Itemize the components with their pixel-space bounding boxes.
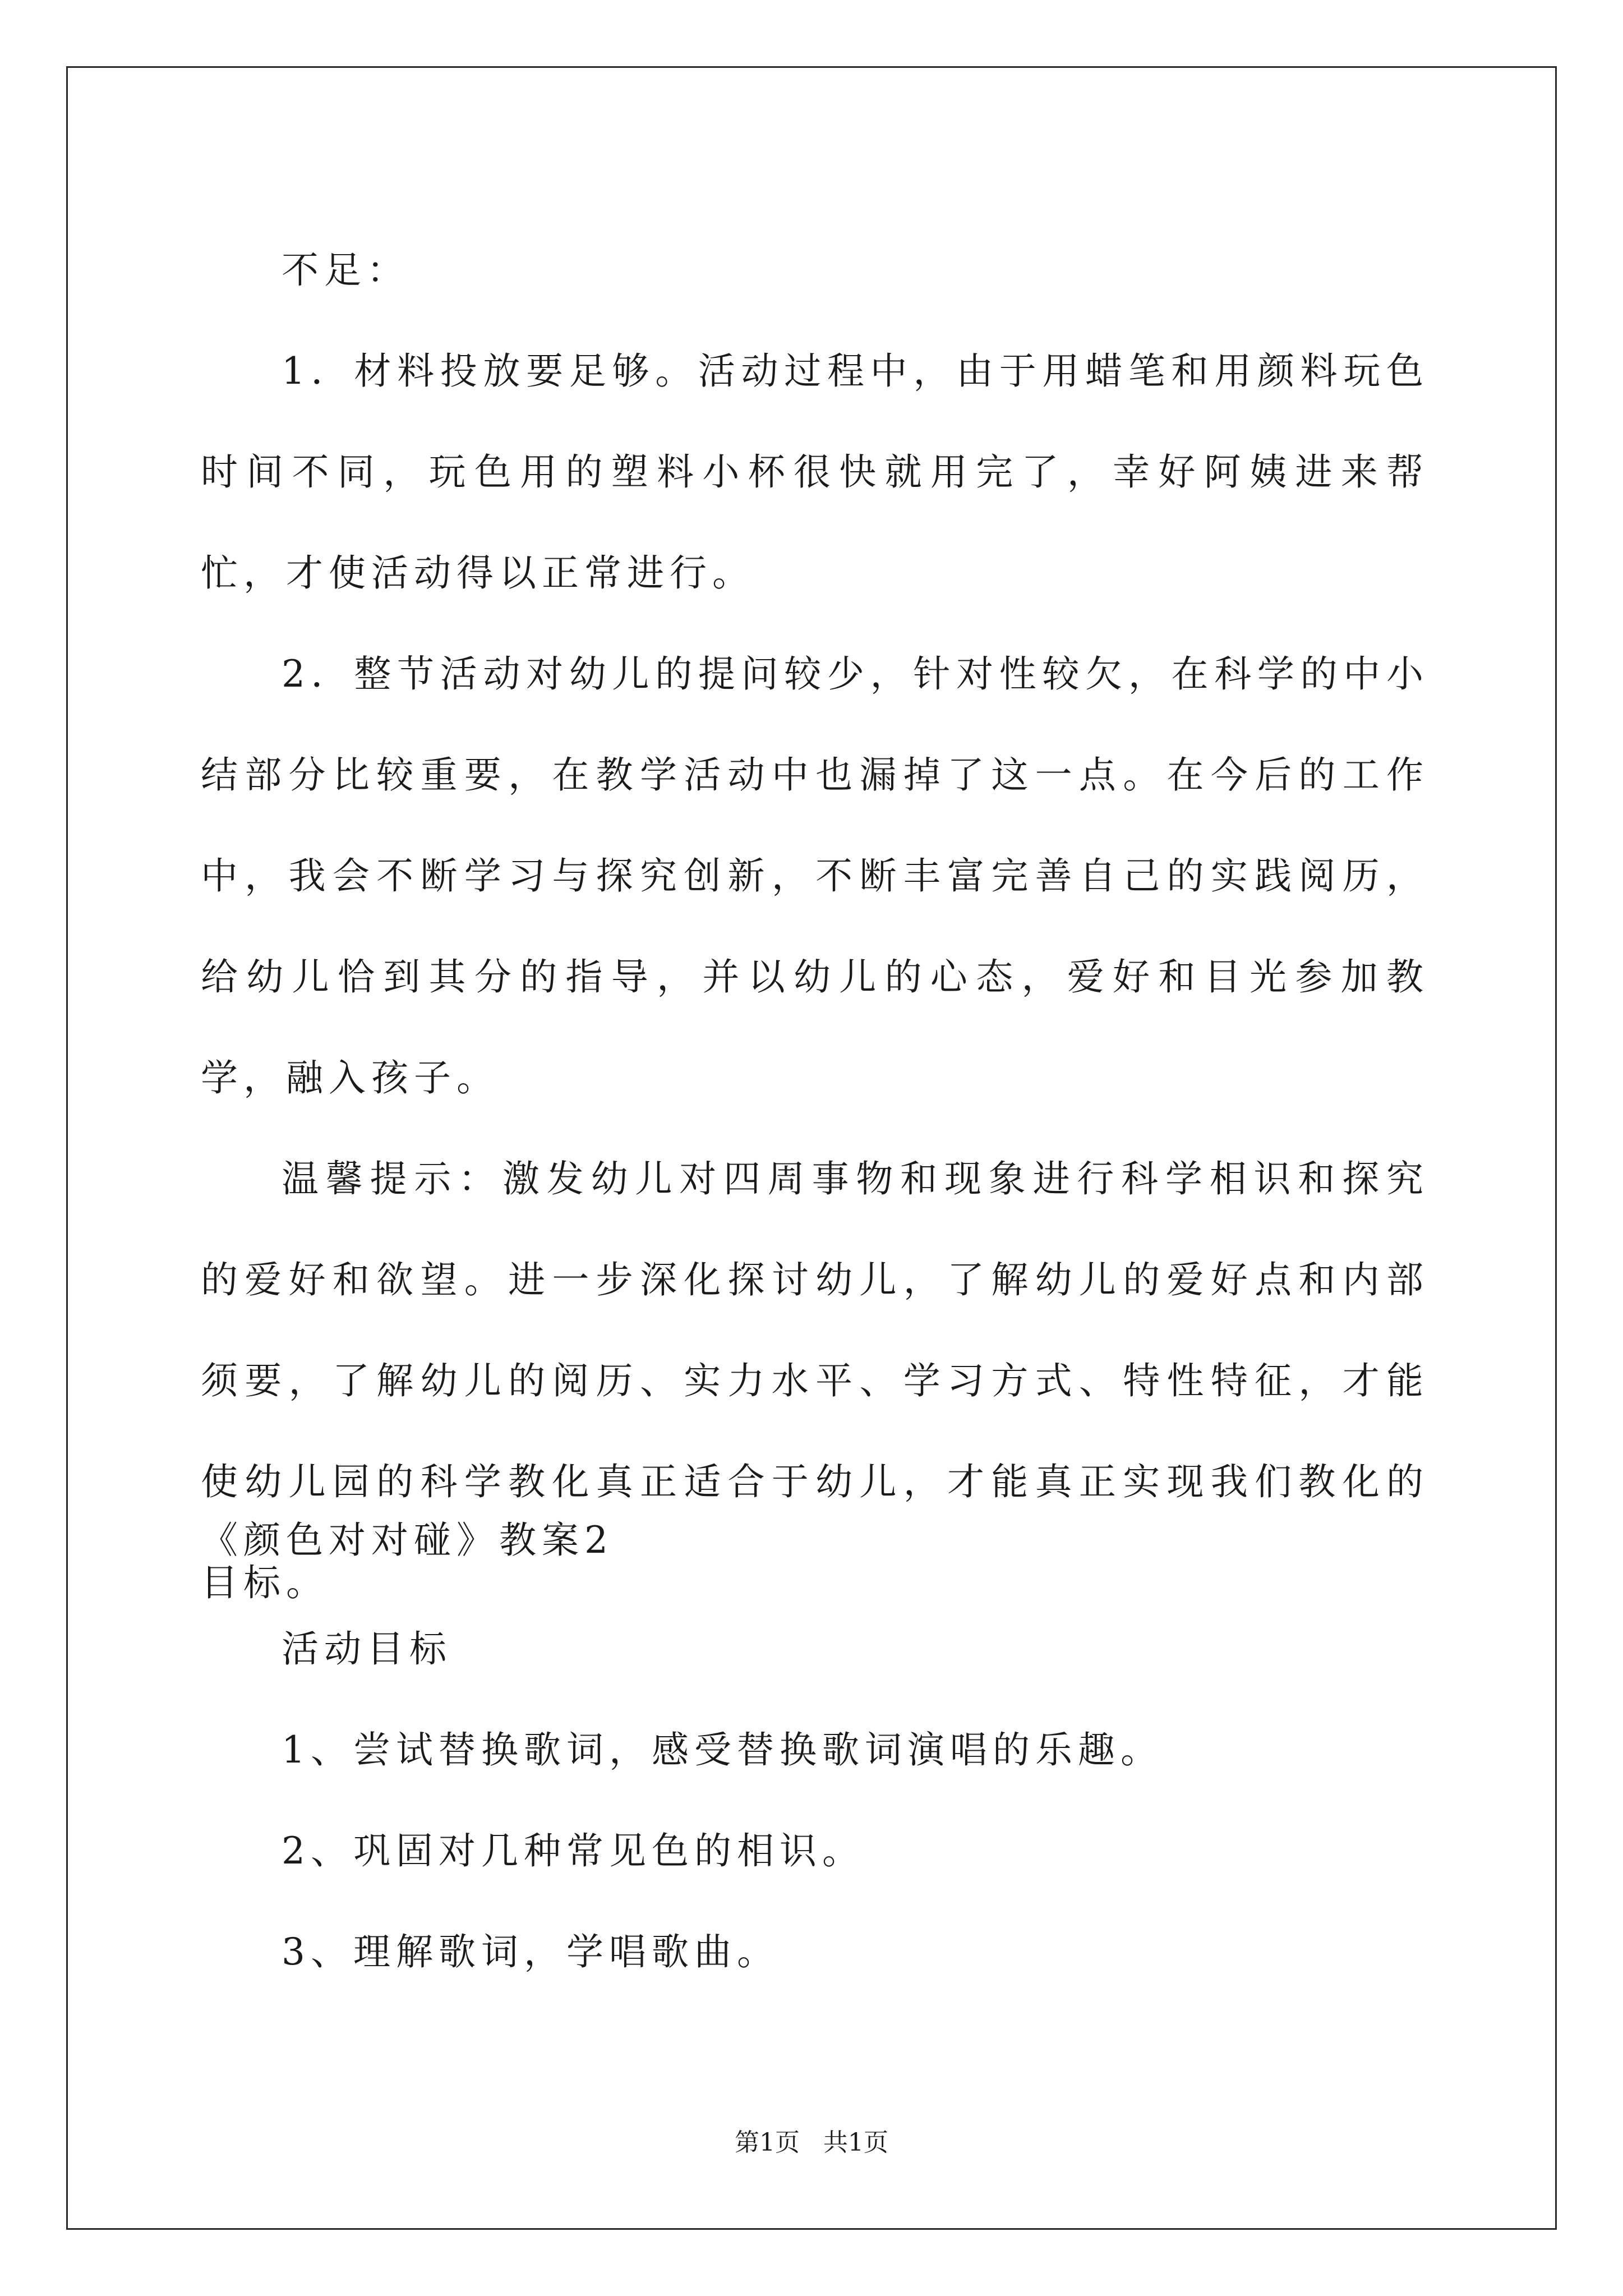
document-body-top — [201, 220, 1429, 1634]
page-number-current: 第1页 — [735, 2128, 800, 2157]
paragraph-goal-1: 1、尝试替换歌词，感受替换歌词演唱的乐趣。 — [282, 1728, 1163, 1772]
paragraph-tip: 温馨提示：激发幼儿对四周事物和现象进行科学相识和探究的爱好和欲望。进一步深化探讨幼儿，了解幼儿的爱好点和内部须要，了解幼儿的阅历、实力水平、学习方式、特性特征，才能使幼儿园的科学教化真正适合于幼儿，才能真正实现我们教化的目标。 — [201, 1157, 1429, 1604]
paragraph-goal-2: 2、巩固对几种常见色的相识。 — [282, 1829, 865, 1872]
paragraph-activity-goals: 活动目标 — [282, 1627, 452, 1671]
paragraph-heading-deficiency: 不足： — [282, 249, 409, 292]
section-title: 《颜色对对碰》教案2 — [201, 1519, 614, 1562]
paragraph-item-2: 2．整节活动对幼儿的提问较少，针对性较欠，在科学的中小结部分比较重要，在教学活动中也漏掉了这一点。在今后的工作中，我会不断学习与探究创新，不断丰富完善自己的实践阅历，给幼儿恰到其分的指导，并以幼儿的心态，爱好和目光参加教学，融入孩子。 — [201, 652, 1429, 1099]
paragraph-goal-3: 3、理解歌词，学唱歌曲。 — [282, 1930, 780, 1973]
paragraph-item-1: 1．材料投放要足够。活动过程中，由于用蜡笔和用颜料玩色时间不同，玩色用的塑料小杯很快就用完了，幸好阿姨进来帮忙，才使活动得以正常进行。 — [201, 349, 1429, 595]
document-body-bottom — [201, 1599, 1429, 2003]
page-number-total: 共1页 — [823, 2128, 888, 2157]
page-footer — [0, 2126, 1623, 2160]
